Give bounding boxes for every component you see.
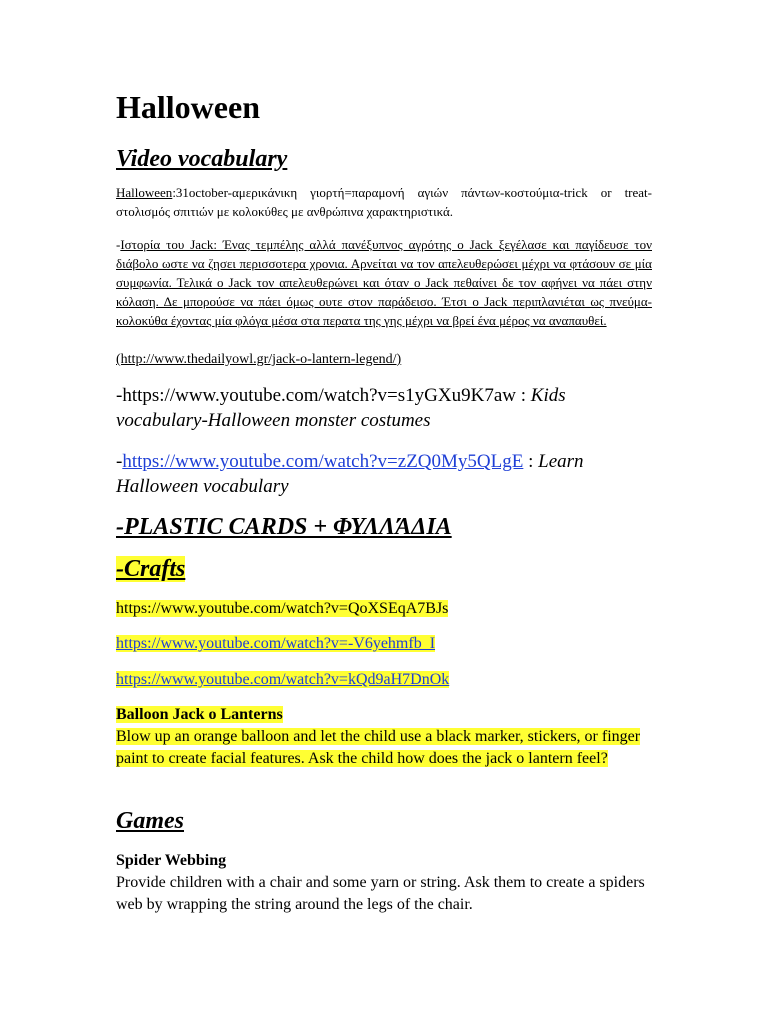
spider-text: Provide children with a chair and some yarn or string. Ask them to create a spiders web by wrapping the string around the legs of the chair. <box>116 874 645 913</box>
craft-link-3-row <box>116 669 652 691</box>
balloon-section <box>116 704 652 770</box>
craft-link-2-row <box>116 633 652 655</box>
youtube-link-2[interactable]: https://www.youtube.com/watch?v=zZQ0My5QLgE <box>122 451 524 472</box>
spider-section <box>116 850 652 916</box>
youtube-desc-1: Kids vocabulary-Halloween monster costumes <box>116 385 566 431</box>
source-link[interactable]: (http://www.thedailyowl.gr/jack-o-lantern-legend/) <box>116 352 402 367</box>
youtube-sep-1: : <box>515 385 531 406</box>
spider-title: Spider Webbing <box>116 852 227 869</box>
balloon-title: Balloon Jack o Lanterns <box>116 706 283 723</box>
youtube-entry-1 <box>116 383 652 433</box>
jack-story-text: Ιστορία του Jack: Ένας τεμπέλης αλλά πανέξυπνος αγρότης ο Jack ξεγέλασε και παγίδευσε τον διάβολο ωστε να ζησει περισσοτερα χρονια. Αρνείται να τον απελευθερώσει μέχρι να φτάσουν σε μία συμφωνία. Τελικά ο Jack τον απελευθερώνει και όταν ο Jack πεθαίνει δε τον αφήνει να πάει στην κόλαση. Δε μπορούσε να πάει όμως ουτε στον παράδεισο. Έτσι ο Jack περιπλανιέται ως πνεύμα-κολοκύθα έχοντας μία φλόγα μέσα στα περατα της γης μέχρι να βρεί ένα μέρος να αναπαυθεί. <box>116 237 652 328</box>
halloween-label: Halloween <box>116 185 173 200</box>
games-heading: Games <box>116 808 184 834</box>
balloon-text: Blow up an orange balloon and let the child use a black marker, stickers, or finger paint to create facial features. Ask the child how does the jack o lantern feel? <box>116 728 641 767</box>
halloween-definition-text: :31october-αμερικάνικη γιορτή=παραμονή αγιών πάντων-κοστούμια-trick or treat-στολισμός σπιτιών με κολοκύθες με ανθρώπινα χαρακτηριστικά. <box>116 185 652 219</box>
jack-story-prefix: - <box>116 237 121 252</box>
halloween-definition <box>116 183 652 221</box>
craft-link-2[interactable]: https://www.youtube.com/watch?v=-V6yehmfb_I <box>116 635 436 652</box>
video-vocabulary-heading: Video vocabulary <box>116 146 288 172</box>
plastic-cards-heading: -PLASTIC CARDS + ΦΥΛΛΆΔΙΑ <box>116 514 452 540</box>
youtube-prefix-2: - <box>116 451 123 472</box>
youtube-sep-2: : <box>523 451 539 472</box>
page-title: Halloween <box>116 89 260 125</box>
craft-link-1-row <box>116 598 652 620</box>
craft-link-3[interactable]: https://www.youtube.com/watch?v=kQd9aH7DnOk <box>116 671 450 688</box>
craft-link-1[interactable]: https://www.youtube.com/watch?v=QoXSEqA7BJs <box>116 600 449 617</box>
crafts-heading-text: -Crafts <box>116 556 186 582</box>
youtube-link-1[interactable]: -https://www.youtube.com/watch?v=s1yGXu9K7aw <box>116 385 516 406</box>
jack-story <box>116 235 652 330</box>
youtube-desc-2: Learn Halloween vocabulary <box>116 451 584 497</box>
crafts-heading <box>116 553 652 585</box>
youtube-entry-2 <box>116 449 652 499</box>
